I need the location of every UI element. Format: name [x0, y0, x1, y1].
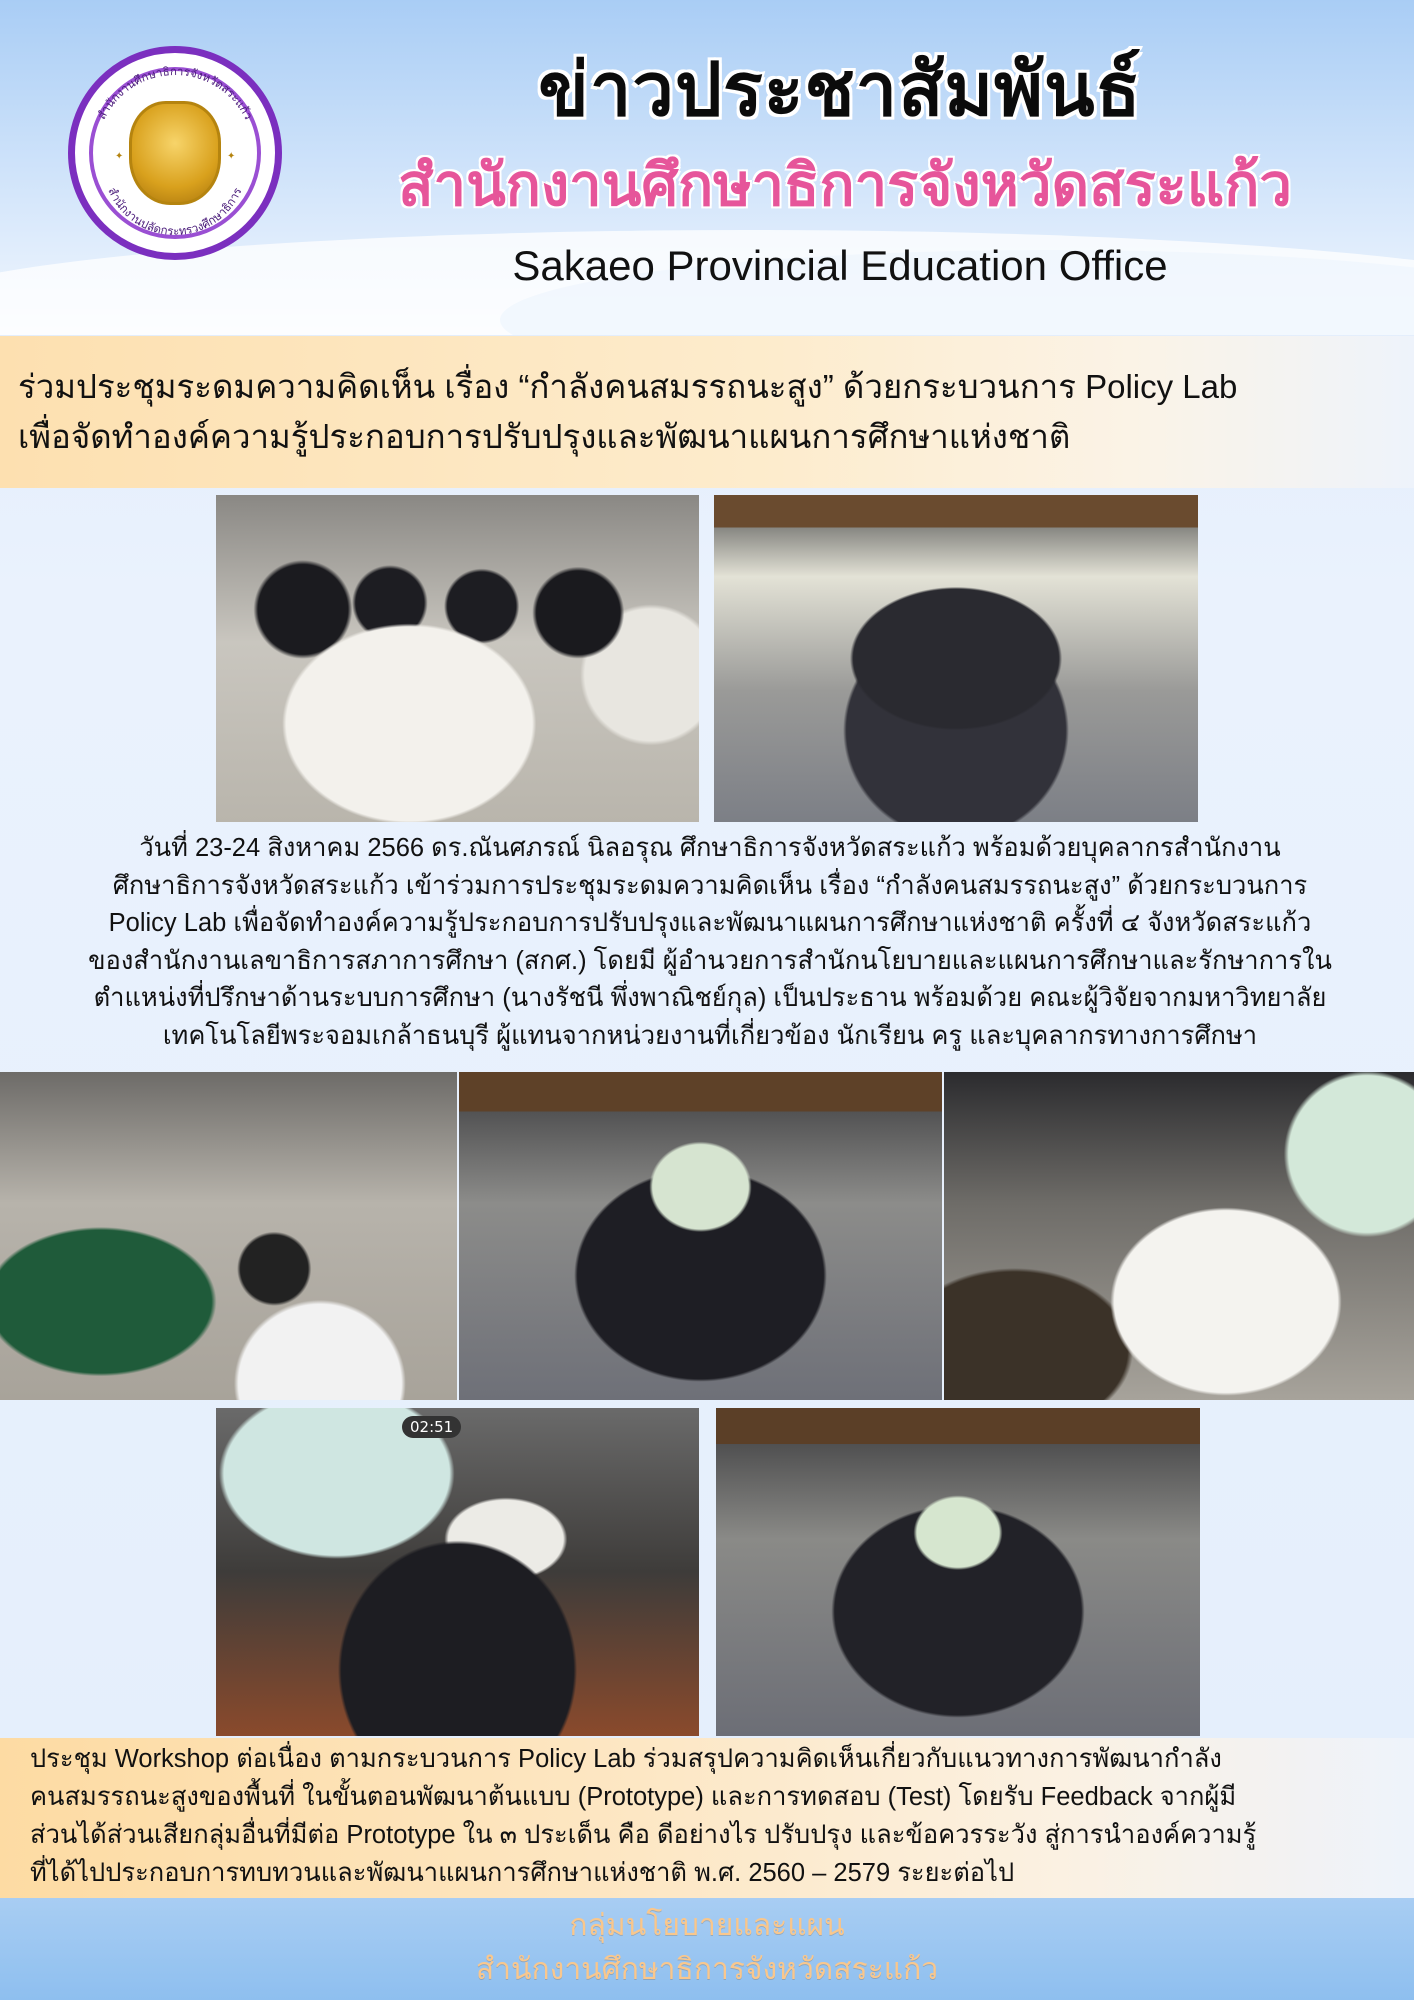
body-paragraph-2-line: คนสมรรถนะสูงของพื้นที่ ในขั้นตอนพัฒนาต้นแบบ (Prototype) และการทดสอบ (Test) โดยรับ Feedback จากผู้มี — [30, 1783, 1237, 1811]
logo-ring-bottom-text: สำนักงานปลัดกระทรวงศึกษาธิการ — [105, 185, 245, 239]
body-paragraph-2 — [30, 1740, 1400, 1892]
photo-group-award — [716, 1408, 1200, 1736]
body-paragraph-1-line: Policy Lab เพื่อจัดทำองค์ความรู้ประกอบการปรับปรุงและพัฒนาแผนการศึกษาแห่งชาติ ครั้งที่ ๔ จังหวัดสระแก้ว — [108, 909, 1312, 937]
headline-band — [0, 336, 1414, 488]
photo-workshop-discussion — [0, 1072, 457, 1400]
footer-department: กลุ่มนโยบายและแผน — [569, 1909, 845, 1942]
photo-group-participants — [714, 495, 1198, 822]
body-paragraph-1-line: ตำแหน่งที่ปรึกษาด้านระบบการศึกษา (นางรัชนี พึ่งพาณิชย์กุล) เป็นประธาน พร้อมด้วย คณะผู้วิจัยจากมหาวิทยาลัย — [93, 984, 1327, 1012]
logo-ring-text — [75, 53, 275, 253]
logo-ring-top-text: สำนักงานศึกษาธิการจังหวัดสระแก้ว — [94, 63, 256, 122]
header-banner — [0, 0, 1414, 335]
body-paragraph-1-line: เทคโนโลยีพระจอมเกล้าธนบุรี ผู้แทนจากหน่วยงานที่เกี่ยวข้อง นักเรียน ครู และบุคลากรทางการศึกษา — [162, 1021, 1258, 1050]
footer-office: สำนักงานศึกษาธิการจังหวัดสระแก้ว — [475, 1953, 939, 1986]
headline-line-1: ร่วมประชุมระดมความคิดเห็น เรื่อง “กำลังคนสมรรถนะสูง” ด้วยกระบวนการ Policy Lab — [18, 368, 1238, 405]
body-paragraph-2-line: ที่ได้ไปประกอบการทบทวนและพัฒนาแผนการศึกษาแห่งชาติ พ.ศ. 2560 – 2579 ระยะต่อไป — [30, 1859, 1015, 1887]
office-seal-logo — [68, 46, 282, 260]
photo-meeting-table — [216, 495, 699, 822]
photo-group-flipchart — [459, 1072, 942, 1400]
body-paragraph-1-line: ศึกษาธิการจังหวัดสระแก้ว เข้าร่วมการประชุมระดมความคิดเห็น เรื่อง “กำลังคนสมรรถนะสูง” ด้วยกระบวนการ — [112, 871, 1308, 900]
headline-line-2: เพื่อจัดทำองค์ความรู้ประกอบการปรับปรุงและพัฒนาแผนการศึกษาแห่งชาติ — [18, 418, 1071, 455]
photo-presentation — [216, 1408, 699, 1736]
svg-text:✦: ✦ — [115, 151, 124, 162]
svg-text:สำนักงานศึกษาธิการจังหวัดสระแก — [94, 64, 255, 122]
presentation-timer: 02:51 — [402, 1416, 461, 1438]
page-title: ข่าวประชาสัมพันธ์ — [538, 47, 1142, 133]
body-paragraph-1 — [30, 830, 1390, 1055]
office-name-thai: สำนักงานศึกษาธิการจังหวัดสระแก้ว — [398, 151, 1292, 219]
body-paragraph-1-line: ของสำนักงานเลขาธิการสภาการศึกษา (สกศ.) โดยมี ผู้อำนวยการสำนักนโยบายและแผนการศึกษาและรักษาการใน — [88, 946, 1332, 975]
footer — [0, 1898, 1414, 2000]
svg-text:✦: ✦ — [227, 151, 236, 162]
svg-text:สำนักงานปลัดกระทรวงศึกษาธิการ — [105, 185, 244, 238]
body-paragraph-2-line: ส่วนได้ส่วนเสียกลุ่มอื่นที่มีต่อ Prototype ใน ๓ ประเด็น คือ ดีอย่างไร ปรับปรุง และข้อควรระวัง สู่การนำองค์ความรู้ — [30, 1821, 1257, 1849]
body-paragraph-2-line: ประชุม Workshop ต่อเนื่อง ตามกระบวนการ Policy Lab ร่วมสรุปความคิดเห็นเกี่ยวกับแนวทางการพัฒนากำลัง — [30, 1745, 1222, 1773]
photo-workshop-table — [944, 1072, 1414, 1400]
body-paragraph-1-line: วันที่ 23-24 สิงหาคม 2566 ดร.ณันศภรณ์ นิลอรุณ ศึกษาธิการจังหวัดสระแก้ว พร้อมด้วยบุคลากรสำนักงาน — [139, 834, 1281, 862]
office-name-english: Sakaeo Provincial Education Office — [512, 242, 1168, 289]
